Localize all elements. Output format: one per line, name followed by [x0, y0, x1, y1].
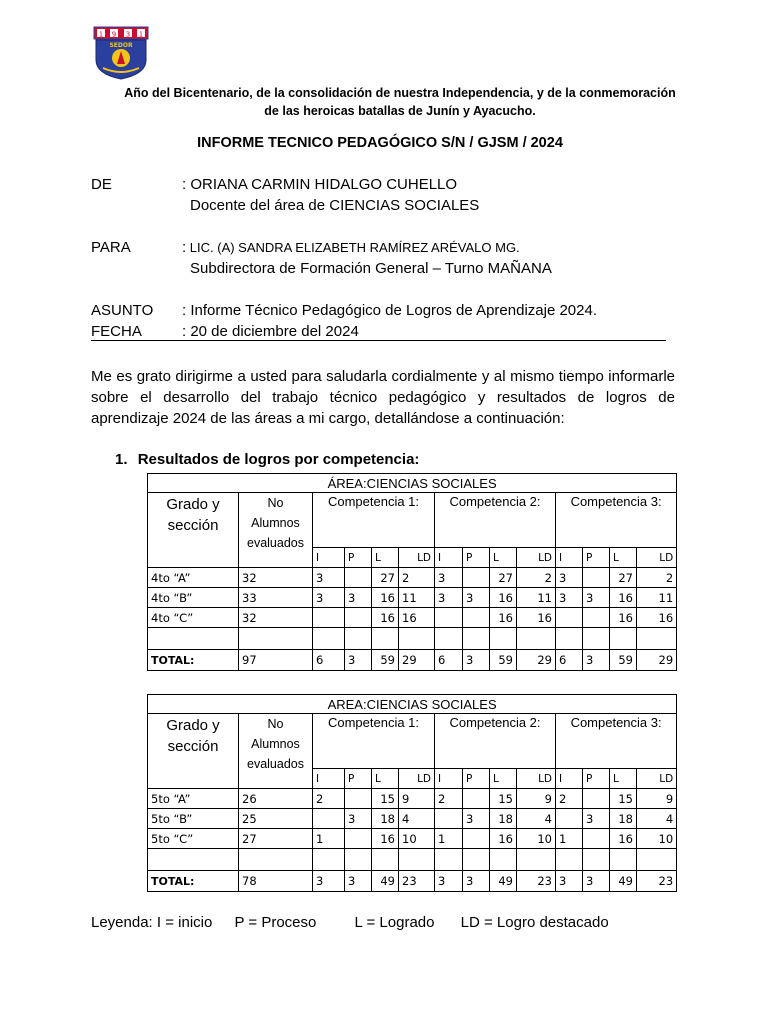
level-count-cell: 3 [345, 588, 372, 608]
grade-section-cell: 5to “C” [148, 829, 239, 849]
level-count-cell: 3 [313, 871, 345, 892]
level-count-cell: 16 [490, 588, 517, 608]
level-count-cell: 18 [490, 809, 517, 829]
table-row [148, 568, 677, 588]
level-count-cell: 18 [610, 809, 637, 829]
level-count-cell [435, 628, 463, 650]
level-count-cell [372, 628, 399, 650]
level-count-cell: 16 [372, 588, 399, 608]
level-count-cell: 3 [463, 809, 490, 829]
level-count-cell: 3 [463, 871, 490, 892]
competencia-1-header: Competencia 1: [313, 493, 435, 548]
logo-year-digit: 1 [98, 30, 104, 39]
results-table-4to [147, 473, 677, 671]
level-count-cell [517, 628, 556, 650]
level-count-cell [556, 849, 583, 871]
level-count-cell: 10 [637, 829, 677, 849]
logo-year-digit: 9 [111, 30, 117, 39]
level-count-cell: 3 [345, 871, 372, 892]
level-count-cell [463, 568, 490, 588]
level-p: P [583, 769, 610, 789]
level-count-cell: 2 [313, 789, 345, 809]
competencia-3-header: Competencia 3: [556, 714, 677, 769]
grado-seccion-header: Grado y sección [148, 714, 239, 789]
level-count-cell [610, 849, 637, 871]
students-count-cell: 97 [239, 650, 313, 671]
students-count-cell: 26 [239, 789, 313, 809]
level-ld: LD [517, 548, 556, 568]
grade-section-cell [148, 628, 239, 650]
level-count-cell: 9 [637, 789, 677, 809]
level-count-cell [610, 628, 637, 650]
level-count-cell: 2 [556, 789, 583, 809]
level-count-cell: 3 [313, 568, 345, 588]
level-l: L [372, 548, 399, 568]
level-count-cell: 16 [637, 608, 677, 628]
level-count-cell: 16 [372, 608, 399, 628]
legend-inicio: Leyenda: I = inicio [91, 914, 213, 931]
grade-section-cell: 4to “A” [148, 568, 239, 588]
level-count-cell: 9 [399, 789, 435, 809]
header-divider [91, 340, 666, 341]
logo-year-digit: 3 [125, 30, 131, 39]
para-value [182, 239, 520, 256]
level-i: I [435, 769, 463, 789]
level-count-cell: 11 [517, 588, 556, 608]
level-count-cell [435, 809, 463, 829]
section-number: 1. [115, 451, 128, 468]
level-count-cell: 15 [610, 789, 637, 809]
level-count-cell [583, 789, 610, 809]
level-count-cell: 49 [490, 871, 517, 892]
level-count-cell: 11 [399, 588, 435, 608]
level-count-cell [345, 568, 372, 588]
level-count-cell: 16 [490, 608, 517, 628]
level-count-cell: 16 [610, 829, 637, 849]
motto-text: Año del Bicentenario, de la consolidación de nuestra Independencia, y de la conmemoración de las heroicas batallas de Junín y Ayacucho. [124, 86, 676, 118]
level-count-cell [399, 849, 435, 871]
legend-logro-destacado: LD = Logro destacado [460, 914, 609, 931]
grado-seccion-header: Grado y sección [148, 493, 239, 568]
logo-text: SEDOR [109, 42, 133, 49]
grade-section-cell [148, 849, 239, 871]
legend-proceso: P = Proceso [234, 914, 317, 931]
level-count-cell [435, 849, 463, 871]
level-count-cell: 16 [399, 608, 435, 628]
level-count-cell: 3 [463, 588, 490, 608]
level-count-cell: 59 [490, 650, 517, 671]
level-i: I [556, 548, 583, 568]
level-count-cell: 18 [372, 809, 399, 829]
section-heading [115, 451, 419, 468]
level-count-cell: 6 [435, 650, 463, 671]
grade-section-cell: TOTAL: [148, 650, 239, 671]
level-count-cell: 10 [517, 829, 556, 849]
level-count-cell: 16 [610, 588, 637, 608]
students-count-cell: 27 [239, 829, 313, 849]
table-row [148, 809, 677, 829]
students-count-cell [239, 628, 313, 650]
level-count-cell: 49 [372, 871, 399, 892]
level-count-cell [463, 789, 490, 809]
level-count-cell: 3 [345, 809, 372, 829]
grade-section-cell: 4to “B” [148, 588, 239, 608]
level-i: I [435, 548, 463, 568]
grade-section-cell: 5to “A” [148, 789, 239, 809]
level-count-cell [372, 849, 399, 871]
alumnos-header: No Alumnos evaluados [239, 714, 313, 789]
level-count-cell [517, 849, 556, 871]
students-count-cell: 78 [239, 871, 313, 892]
level-i: I [313, 548, 345, 568]
level-l: L [490, 548, 517, 568]
asunto-label: ASUNTO [91, 302, 154, 319]
level-l: L [610, 548, 637, 568]
total-row [148, 871, 677, 892]
level-ld: LD [637, 769, 677, 789]
grade-section-cell: TOTAL: [148, 871, 239, 892]
students-count-cell: 33 [239, 588, 313, 608]
level-count-cell [637, 849, 677, 871]
level-ld: LD [399, 548, 435, 568]
level-count-cell: 3 [463, 650, 490, 671]
students-count-cell: 25 [239, 809, 313, 829]
para-role: Subdirectora de Formación General – Turno MAÑANA [190, 260, 552, 277]
level-count-cell: 4 [399, 809, 435, 829]
level-count-cell: 6 [313, 650, 345, 671]
level-count-cell: 3 [556, 568, 583, 588]
level-count-cell: 15 [490, 789, 517, 809]
level-count-cell: 3 [556, 871, 583, 892]
competencia-1-header: Competencia 1: [313, 714, 435, 769]
competencia-3-header: Competencia 3: [556, 493, 677, 548]
level-p: P [345, 548, 372, 568]
table-row [148, 588, 677, 608]
level-count-cell: 27 [610, 568, 637, 588]
level-count-cell: 59 [372, 650, 399, 671]
level-count-cell: 15 [372, 789, 399, 809]
table-row [148, 628, 677, 650]
level-count-cell [637, 628, 677, 650]
level-count-cell: 23 [637, 871, 677, 892]
level-l: L [372, 769, 399, 789]
level-count-cell [463, 608, 490, 628]
table-area-title: ÁREA:CIENCIAS SOCIALES [148, 474, 677, 493]
students-count-cell: 32 [239, 568, 313, 588]
level-count-cell: 16 [490, 829, 517, 849]
level-count-cell [463, 849, 490, 871]
total-row [148, 650, 677, 671]
level-count-cell: 2 [637, 568, 677, 588]
level-p: P [463, 769, 490, 789]
level-count-cell: 2 [435, 789, 463, 809]
level-count-cell: 1 [435, 829, 463, 849]
level-count-cell: 29 [399, 650, 435, 671]
level-count-cell [490, 628, 517, 650]
level-count-cell [583, 628, 610, 650]
level-count-cell [583, 849, 610, 871]
level-count-cell [463, 829, 490, 849]
level-count-cell: 3 [345, 650, 372, 671]
level-count-cell [345, 628, 372, 650]
level-count-cell: 29 [637, 650, 677, 671]
level-count-cell: 23 [517, 871, 556, 892]
level-count-cell: 27 [372, 568, 399, 588]
level-count-cell [345, 789, 372, 809]
students-count-cell: 32 [239, 608, 313, 628]
level-count-cell [313, 608, 345, 628]
level-count-cell [313, 849, 345, 871]
fecha-value: : 20 de diciembre del 2024 [182, 323, 359, 340]
level-count-cell: 3 [556, 588, 583, 608]
level-count-cell: 3 [435, 568, 463, 588]
level-count-cell: 1 [313, 829, 345, 849]
level-count-cell: 3 [435, 588, 463, 608]
level-count-cell [463, 628, 490, 650]
level-count-cell: 11 [637, 588, 677, 608]
level-count-cell [583, 608, 610, 628]
level-i: I [556, 769, 583, 789]
intro-paragraph: Me es grato dirigirme a usted para saludarla cordialmente y al mismo tiempo informarle sobre el desarrollo del trabajo técnico pedagógico y resultados de logros de aprendizaje 2024 de las áreas a mi cargo, detallándose a continuación: [91, 368, 675, 427]
level-count-cell: 3 [583, 588, 610, 608]
level-count-cell [490, 849, 517, 871]
legend-logrado: L = Logrado [354, 914, 435, 931]
level-p: P [463, 548, 490, 568]
level-count-cell: 27 [490, 568, 517, 588]
level-count-cell [435, 608, 463, 628]
level-count-cell: 4 [637, 809, 677, 829]
level-ld: LD [637, 548, 677, 568]
level-count-cell [583, 829, 610, 849]
level-count-cell: 3 [313, 588, 345, 608]
level-count-cell: 59 [610, 650, 637, 671]
level-count-cell: 16 [610, 608, 637, 628]
level-count-cell: 29 [517, 650, 556, 671]
level-count-cell: 2 [517, 568, 556, 588]
level-count-cell [556, 608, 583, 628]
level-count-cell: 16 [372, 829, 399, 849]
competencia-2-header: Competencia 2: [435, 714, 556, 769]
level-count-cell: 4 [517, 809, 556, 829]
de-label: DE [91, 176, 112, 193]
level-count-cell: 3 [583, 871, 610, 892]
de-role: Docente del área de CIENCIAS SOCIALES [190, 197, 480, 214]
level-count-cell [345, 829, 372, 849]
logo-year-digit: 1 [138, 30, 144, 39]
level-count-cell: 3 [583, 809, 610, 829]
legend [91, 914, 609, 931]
fecha-label: FECHA [91, 323, 142, 340]
level-count-cell [313, 628, 345, 650]
level-count-cell [583, 568, 610, 588]
grade-section-cell: 5to “B” [148, 809, 239, 829]
level-count-cell: 10 [399, 829, 435, 849]
level-count-cell: 9 [517, 789, 556, 809]
section-title: Resultados de logros por competencia: [137, 451, 420, 468]
table-row [148, 829, 677, 849]
level-count-cell [313, 809, 345, 829]
para-name: LIC. (A) SANDRA ELIZABETH RAMÍREZ ARÉVALO MG. [186, 240, 520, 255]
level-p: P [583, 548, 610, 568]
alumnos-header: No Alumnos evaluados [239, 493, 313, 568]
level-count-cell: 2 [399, 568, 435, 588]
table-area-title: AREA:CIENCIAS SOCIALES [148, 695, 677, 714]
level-count-cell: 16 [517, 608, 556, 628]
level-p: P [345, 769, 372, 789]
para-label: PARA [91, 239, 131, 256]
level-count-cell: 1 [556, 829, 583, 849]
level-l: L [490, 769, 517, 789]
level-ld: LD [517, 769, 556, 789]
table-row [148, 608, 677, 628]
level-count-cell: 3 [435, 871, 463, 892]
report-title: INFORME TECNICO PEDAGÓGICO S/N / GJSM / 2024 [197, 135, 563, 151]
level-count-cell [345, 849, 372, 871]
results-table-5to [147, 694, 677, 892]
students-count-cell [239, 849, 313, 871]
level-count-cell [345, 608, 372, 628]
school-crest-logo [93, 26, 149, 80]
table-row [148, 849, 677, 871]
table-row [148, 789, 677, 809]
competencia-2-header: Competencia 2: [435, 493, 556, 548]
level-l: L [610, 769, 637, 789]
grade-section-cell: 4to “C” [148, 608, 239, 628]
level-count-cell: 23 [399, 871, 435, 892]
level-count-cell: 3 [583, 650, 610, 671]
level-count-cell: 6 [556, 650, 583, 671]
asunto-value: : Informe Técnico Pedagógico de Logros de Aprendizaje 2024. [182, 302, 598, 319]
level-count-cell: 49 [610, 871, 637, 892]
level-ld: LD [399, 769, 435, 789]
para-colon: : [182, 239, 187, 256]
level-i: I [313, 769, 345, 789]
level-count-cell [399, 628, 435, 650]
level-count-cell [556, 628, 583, 650]
de-value: : ORIANA CARMIN HIDALGO CUHELLO [182, 176, 458, 193]
level-count-cell [556, 809, 583, 829]
